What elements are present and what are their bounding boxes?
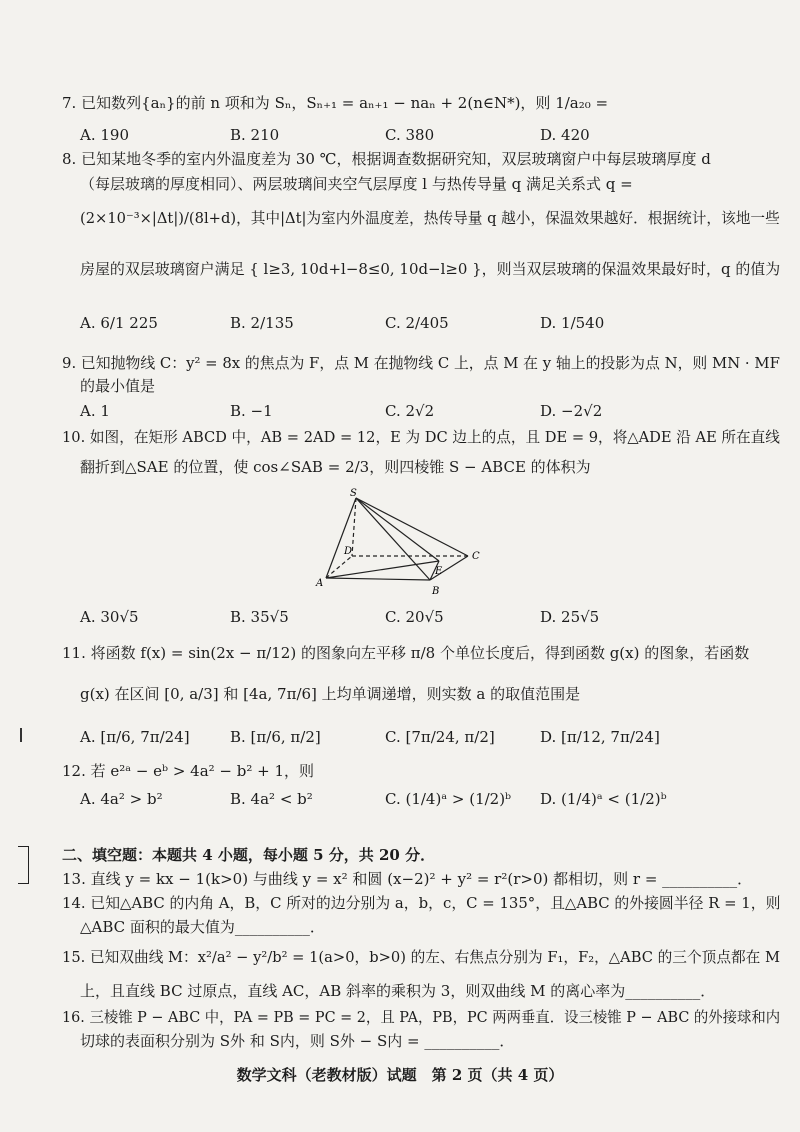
- q8-option-d: D. 1/540: [540, 314, 605, 332]
- q16-text-1: 16. 三棱锥 P − ABC 中，PA = PB = PC = 2，且 PA，PB，PC 两两垂直．设三棱锥 P − ABC 的外接球和内: [62, 1008, 781, 1026]
- q9-option-a: A. 1: [80, 402, 110, 420]
- q12-option-b: B. 4a² < b²: [230, 790, 313, 808]
- q15-text-1: 15. 已知双曲线 M：x²/a² − y²/b² = 1(a>0，b>0) 的左、右焦点分别为 F₁，F₂，△ABC 的三个顶点都在 M: [62, 948, 781, 966]
- q12-text: 12. 若 e²ᵃ − eᵇ > 4a² − b² + 1，则: [62, 762, 315, 780]
- q8-text-1: 8. 已知某地冬季的室内外温度差为 30 ℃，根据调查数据研究知，双层玻璃窗户中每层玻璃厚度 d: [62, 150, 711, 168]
- pyramid-figure: [310, 486, 500, 600]
- q9-option-b: B. −1: [230, 402, 273, 420]
- q7-text: 7. 已知数列{aₙ}的前 n 项和为 Sₙ，Sₙ₊₁ = aₙ₊₁ − naₙ + 2(n∈N*)，则 1/a₂₀ =: [62, 94, 609, 112]
- q8-option-c: C. 2/405: [385, 314, 449, 332]
- q10-option-d: D. 25√5: [540, 608, 600, 626]
- label-b: B: [432, 586, 440, 597]
- label-s: S: [350, 488, 357, 499]
- q11-text-2: g(x) 在区间 [0, a/3] 和 [4a, 7π/6] 上均单调递增，则实数 a 的取值范围是: [80, 685, 581, 703]
- q10-option-c: C. 20√5: [385, 608, 444, 626]
- q12-option-a: A. 4a² > b²: [80, 790, 163, 808]
- page-footer: 数学文科（老教材版）试题 第 2 页（共 4 页）: [236, 1066, 564, 1084]
- q7-option-a: A. 190: [80, 126, 129, 144]
- q10-text-2: 翻折到△SAE 的位置，使 cos∠SAB = 2/3，则四棱锥 S − ABCE 的体积为: [80, 458, 591, 476]
- q7-option-c: C. 380: [385, 126, 435, 144]
- q14-text-2: △ABC 面积的最大值为__________．: [80, 918, 325, 936]
- q11-text-1: 11. 将函数 f(x) = sin(2x − π/12) 的图象向左平移 π/8 个单位长度后，得到函数 g(x) 的图象，若函数: [62, 644, 750, 662]
- label-d: D: [344, 546, 353, 557]
- q10-option-a: A. 30√5: [80, 608, 139, 626]
- q8-text-3: (2×10⁻³×|Δt|)/(8l+d)，其中|Δt|为室内外温度差，热传导量 q 越小，保温效果越好．根据统计，该地一些: [80, 209, 780, 227]
- q8-text-4: 房屋的双层玻璃窗户满足 { l≥3, 10d+l−8≤0, 10d−l≥0 }，则当双层玻璃的保温效果最好时，q 的值为: [80, 260, 781, 278]
- q10-text-1: 10. 如图，在矩形 ABCD 中，AB = 2AD = 12，E 为 DC 边上的点，且 DE = 9，将△ADE 沿 AE 所在直线: [62, 428, 780, 446]
- q11-option-d: D. [π/12, 7π/24]: [540, 728, 660, 746]
- q9-text-2: 的最小值是: [80, 377, 156, 395]
- q11-option-a: A. [π/6, 7π/24]: [80, 728, 190, 746]
- q7-option-d: D. 420: [540, 126, 590, 144]
- label-c: C: [472, 551, 480, 562]
- q16-text-2: 切球的表面积分别为 S外 和 S内，则 S外 − S内 = __________．: [80, 1032, 515, 1050]
- q13-text: 13. 直线 y = kx − 1(k>0) 与曲线 y = x² 和圆 (x−2)² + y² = r²(r>0) 都相切，则 r = __________．: [62, 870, 753, 888]
- margin-bracket: [18, 846, 29, 884]
- q8-option-b: B. 2/135: [230, 314, 294, 332]
- label-e: E: [435, 566, 443, 577]
- q12-option-c: C. (1/4)ᵃ > (1/2)ᵇ: [385, 790, 512, 808]
- q11-option-b: B. [π/6, π/2]: [230, 728, 321, 746]
- q12-option-d: D. (1/4)ᵃ < (1/2)ᵇ: [540, 790, 667, 808]
- q15-text-2: 上，且直线 BC 过原点，直线 AC，AB 斜率的乘积为 3，则双曲线 M 的离心率为__________．: [80, 982, 716, 1000]
- q9-option-c: C. 2√2: [385, 402, 435, 420]
- q8-text-2: （每层玻璃的厚度相同）、两层玻璃间夹空气层厚度 l 与热传导量 q 满足关系式 q =: [80, 175, 633, 193]
- q14-text-1: 14. 已知△ABC 的内角 A，B，C 所对的边分别为 a，b，c，C = 135°，且△ABC 的外接圆半径 R = 1，则: [62, 894, 781, 912]
- q8-option-a: A. 6/1 225: [80, 314, 158, 332]
- q10-option-b: B. 35√5: [230, 608, 289, 626]
- section-fill-in-heading: 二、填空题：本题共 4 小题，每小题 5 分，共 20 分．: [62, 846, 436, 864]
- label-a: A: [316, 578, 324, 589]
- q9-option-d: D. −2√2: [540, 402, 603, 420]
- q9-text-1: 9. 已知抛物线 C：y² = 8x 的焦点为 F，点 M 在抛物线 C 上，点 M 在 y 轴上的投影为点 N，则 MN · MF: [62, 354, 780, 372]
- q7-option-b: B. 210: [230, 126, 280, 144]
- margin-mark: [20, 728, 22, 742]
- q11-option-c: C. [7π/24, π/2]: [385, 728, 495, 746]
